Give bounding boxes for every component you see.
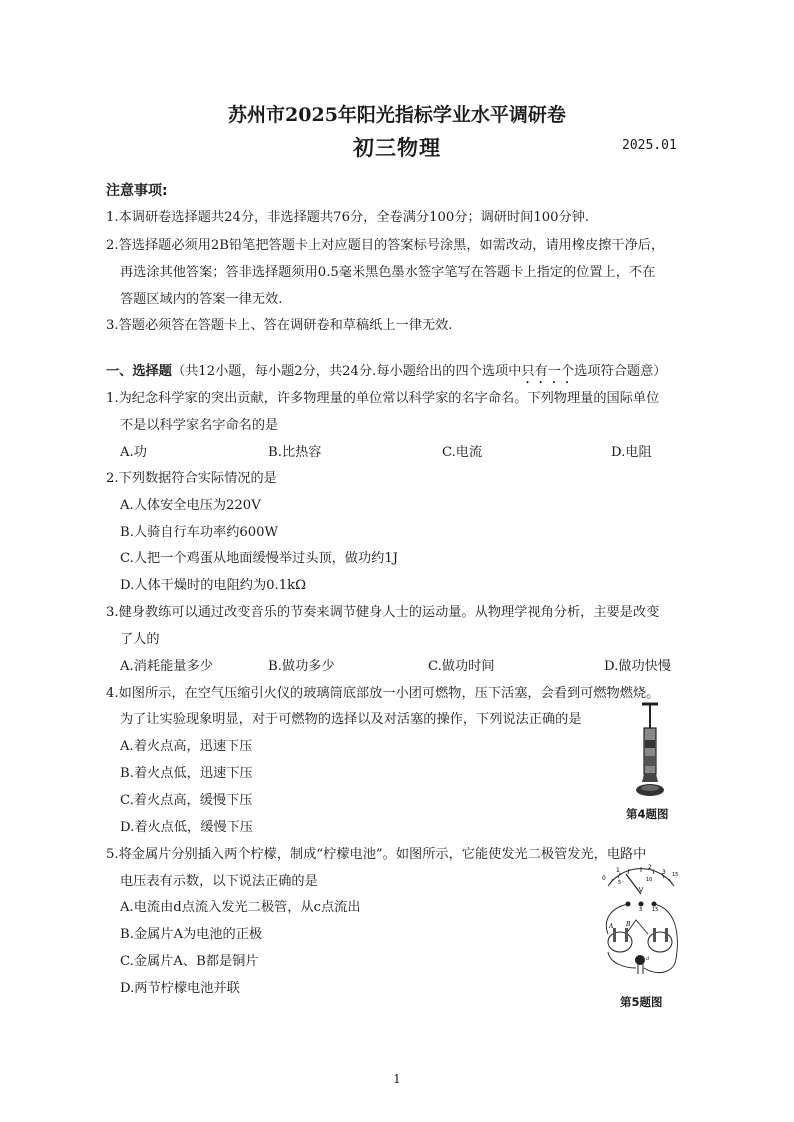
notice-item-1: 1.本调研卷选择题共24分，非选择题共76分，全卷满分100分；调研时间100分钟.	[106, 210, 590, 225]
q3-stem-cont: 了人的	[120, 632, 160, 647]
terminal-15: 15	[652, 907, 659, 913]
meter-label-5: 5	[618, 880, 622, 886]
q2-option-b: B.人骑自行车功率约600W	[120, 525, 279, 540]
svg-text:V: V	[638, 886, 644, 894]
lemon-battery-circuit-figure	[596, 864, 686, 994]
q4-option-b: B.着火点低，迅速下压	[120, 766, 253, 781]
q2-stem: 2.下列数据符合实际情况的是	[106, 471, 277, 486]
page-title: 苏州市2025年阳光指标学业水平调研卷	[228, 104, 566, 126]
q3-option-b: B.做功多少	[268, 659, 335, 674]
plate-label-a: A	[609, 923, 614, 930]
section-desc-b: 选项符合题意）	[574, 364, 667, 379]
section-desc-emphasis: 只有一个	[521, 364, 575, 379]
air-compression-igniter-figure	[630, 700, 670, 800]
meter-label-10: 10	[646, 877, 653, 883]
q2-option-c: C.人把一个鸡蛋从地面缓慢举过头顶，做功约1J	[120, 551, 399, 566]
terminal-3: 3	[639, 907, 643, 913]
terminal-minus: -	[622, 907, 624, 913]
point-label-d: d	[646, 956, 650, 962]
q4-figure-caption: 第4题图	[626, 807, 669, 821]
q3-option-c: C.做功时间	[428, 659, 495, 674]
page-subtitle: 初三物理	[353, 135, 441, 160]
q1-option-b: B.比热容	[268, 445, 322, 460]
section-desc-a: （共12小题，每小题2分，共24分.每小题给出的四个选项中	[171, 364, 522, 379]
q1-stem-cont: 不是以科学家名字命名的是	[120, 418, 279, 433]
meter-label-2: 2	[648, 864, 652, 871]
notice-item-3: 3.答题必须答在答题卡上、答在调研卷和草稿纸上一律无效.	[106, 318, 453, 333]
q5-stem: 5.将金属片分别插入两个柠檬，制成“柠檬电池”。如图所示，它能使发光二极管发光，电路中	[106, 847, 647, 862]
q4-option-a: A.着火点高，迅速下压	[120, 739, 253, 754]
meter-label-3: 3	[662, 869, 666, 876]
meter-label-1: 1	[616, 867, 620, 874]
section-heading	[106, 360, 666, 387]
page-number: 1	[393, 1072, 401, 1086]
q5-stem-cont: 电压表有示数，以下说法正确的是	[120, 874, 318, 889]
q2-option-a: A.人体安全电压为220V	[120, 498, 261, 513]
q5-option-d: D.两节柠檬电池并联	[120, 981, 240, 996]
notice-item-2-cont: 再选涂其他答案；答非选择题须用0.5毫米黑色墨水签字笔写在答题卡上指定的位置上，不在	[120, 265, 656, 280]
q2-option-d: D.人体干燥时的电阻约为0.1kΩ	[120, 578, 307, 593]
section-title: 一、选择题	[106, 364, 172, 379]
q1-option-d: D.电阻	[611, 445, 652, 460]
q3-option-d: D.做功快慢	[604, 659, 672, 674]
plate-label-b: B	[626, 921, 631, 928]
q1-option-a: A.功	[120, 445, 147, 460]
q3-option-a: A.消耗能量多少	[120, 659, 213, 674]
q1-stem: 1.为纪念科学家的突出贡献，许多物理量的单位常以科学家的名字命名。下列物理量的国际单位	[106, 391, 660, 406]
q5-option-c: C.金属片A、B都是铜片	[120, 954, 259, 969]
notice-title: 注意事项:	[106, 183, 168, 199]
meter-label-15: 15	[672, 872, 679, 878]
q5-figure-caption: 第5题图	[620, 995, 663, 1009]
notice-item-2-cont2: 答题区域内的答案一律无效.	[120, 292, 283, 307]
meter-label-0: 0	[602, 875, 606, 882]
q4-stem-cont: 为了让实验现象明显，对于可燃物的选择以及对活塞的操作，下列说法正确的是	[120, 712, 582, 727]
q5-option-b: B.金属片A为电池的正极	[120, 927, 263, 942]
q3-stem: 3.健身教练可以通过改变音乐的节奏来调节健身人士的运动量。从物理学视角分析，主要是改变	[106, 605, 660, 620]
q5-option-a: A.电流由d点流入发光二极管，从c点流出	[120, 900, 361, 915]
q1-option-c: C.电流	[442, 445, 483, 460]
q4-option-c: C.着火点高，缓慢下压	[120, 793, 253, 808]
q4-option-d: D.着火点低，缓慢下压	[120, 820, 253, 835]
q4-stem: 4.如图所示，在空气压缩引火仪的玻璃筒底部放一小团可燃物，压下活塞，会看到可燃物燃烧。	[106, 686, 660, 701]
exam-date: 2025.01	[622, 138, 677, 153]
notice-item-2: 2.答选择题必须用2B铅笔把答题卡上对应题目的答案标号涂黑，如需改动，请用橡皮擦干净后，	[106, 238, 665, 253]
